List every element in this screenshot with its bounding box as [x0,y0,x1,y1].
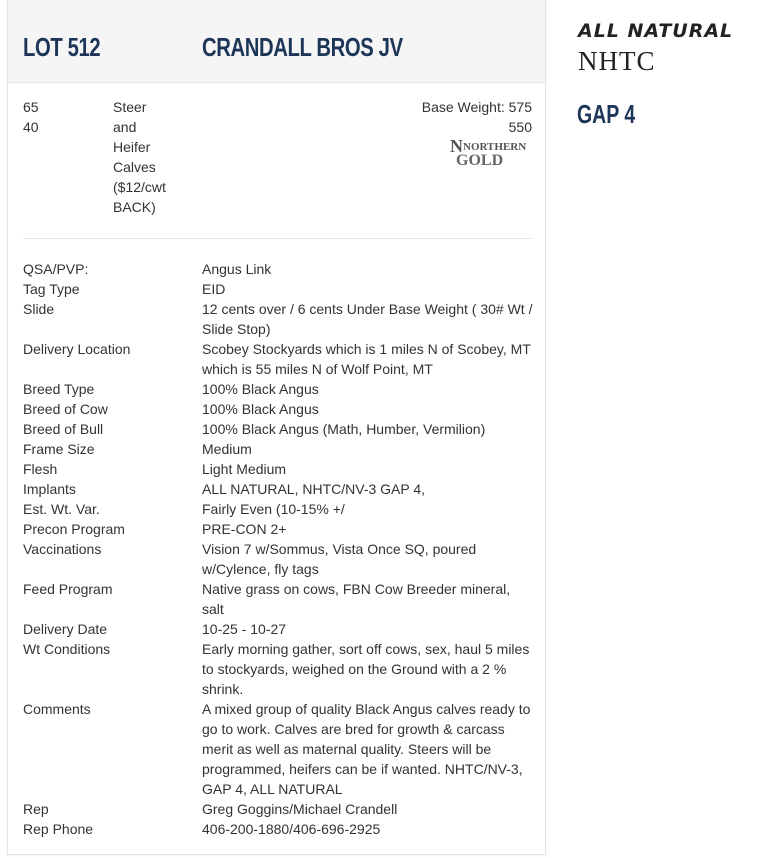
description-line: ($12/cwt [113,179,166,195]
lot-description [113,97,183,217]
detail-label: Rep [23,801,49,817]
detail-value: Scobey Stockyards which is 1 miles N of Scobey, MT which is 55 miles N of Wolf Point, MT [202,341,531,377]
detail-label: Tag Type [23,281,80,297]
detail-value: Medium [202,441,252,457]
detail-label: Breed of Bull [23,421,104,437]
base-weight-heifers: 550 [508,119,532,135]
detail-value: 100% Black Angus [202,381,319,397]
detail-value: Native grass on cows, FBN Cow Breeder mineral, salt [202,581,511,617]
detail-row [23,819,538,839]
detail-row [23,539,538,579]
detail-row [23,499,538,519]
detail-row [23,339,538,379]
description-line: Calves [113,159,156,175]
detail-value: Early morning gather, sort off cows, sex, haul 5 miles to stockyards, weighed on the Ground with a 2 % shrink. [202,641,530,697]
detail-value: 12 cents over / 6 cents Under Base Weight ( 30# Wt / Slide Stop) [202,301,533,337]
detail-row [23,439,538,459]
detail-row [23,279,538,299]
detail-value: PRE-CON 2+ [202,521,287,537]
head-count-steers: 65 [23,99,39,115]
detail-row [23,399,538,419]
detail-label: Breed Type [23,381,95,397]
detail-value: Fairly Even (10-15% +/ [202,501,345,517]
detail-label: Delivery Location [23,341,131,357]
detail-label: Slide [23,301,55,317]
logo-text-northern: NORTHERN [463,141,527,153]
detail-label: Delivery Date [23,621,108,637]
lot-card [7,0,546,855]
detail-value: 100% Black Angus (Math, Humber, Vermilion) [202,421,486,437]
detail-value: Angus Link [202,261,272,277]
detail-value: Vision 7 w/Sommus, Vista Once SQ, poured w/Cylence, fly tags [202,541,477,577]
description-line: Steer [113,99,147,115]
detail-value: Greg Goggins/Michael Crandell [202,801,398,817]
detail-row [23,299,538,339]
detail-value: 100% Black Angus [202,401,319,417]
lot-details [23,259,538,839]
detail-label: QSA/PVP: [23,261,89,277]
detail-value: A mixed group of quality Black Angus calves ready to go to work. Calves are bred for growth & carcass merit as well as maternal quality. Steers will be programmed, heifers can be if wanted. NHTC/NV-3, GAP 4, ALL NATURAL [202,701,531,797]
detail-row [23,799,538,819]
detail-row [23,639,538,699]
detail-row [23,379,538,399]
detail-value: EID [202,281,226,297]
detail-value: ALL NATURAL, NHTC/NV-3 GAP 4, [202,481,426,497]
detail-row [23,479,538,499]
detail-value: 10-25 - 10-27 [202,621,287,637]
lot-header [8,0,545,83]
head-count-heifers: 40 [23,119,39,135]
detail-label: Feed Program [23,581,113,597]
all-natural-badge: ALL NATURAL [578,20,734,42]
base-weights [422,97,532,137]
detail-label: Breed of Cow [23,401,108,417]
detail-label: Comments [23,701,91,717]
detail-label: Est. Wt. Var. [23,501,100,517]
head-counts [23,97,83,137]
base-weight-steers: Base Weight: 575 [421,99,532,115]
detail-label: Rep Phone [23,821,94,837]
description-line: and [113,119,137,135]
description-line: BACK) [113,199,156,215]
detail-label: Precon Program [23,521,125,537]
detail-value: 406-200-1880/406-696-2925 [202,821,381,837]
detail-row [23,579,538,619]
detail-label: Frame Size [23,441,95,457]
summary-divider [23,238,532,239]
detail-row [23,259,538,279]
detail-row [23,519,538,539]
lot-number: LOT 512 [23,32,101,62]
detail-value: Light Medium [202,461,287,477]
gap-badge: GAP 4 [577,99,636,129]
logo-text-gold: GOLD [456,152,504,167]
nhtc-badge: NHTC [578,46,656,76]
detail-label: Vaccinations [23,541,102,557]
detail-row [23,619,538,639]
detail-row [23,459,538,479]
consignor-name: CRANDALL BROS JV [202,32,403,62]
northern-gold-logo [450,139,532,167]
description-line: Heifer [113,139,151,155]
lot-summary [23,97,532,237]
detail-label: Implants [23,481,76,497]
detail-label: Wt Conditions [23,641,111,657]
detail-row [23,699,538,799]
logo-n-letter: N [450,139,463,156]
detail-row [23,419,538,439]
detail-label: Flesh [23,461,58,477]
